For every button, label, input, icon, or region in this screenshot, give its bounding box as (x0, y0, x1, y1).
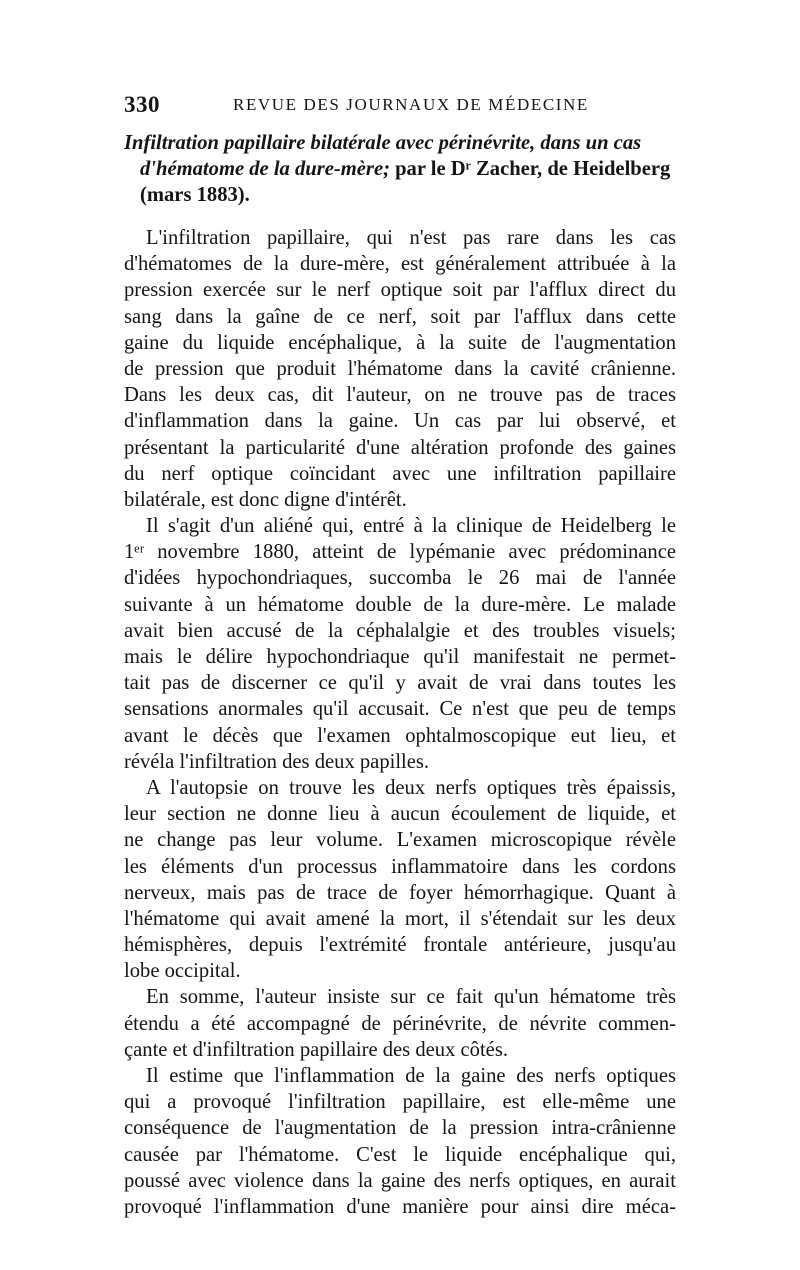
article-title (124, 130, 676, 208)
article-date: (mars 1883). (140, 184, 250, 206)
body-line: 1ᵉʳ novembre 1880, atteint de lypémanie avec prédominance (124, 541, 676, 564)
body-line: d'hématomes de la dure-mère, est généralement attribuée à la (124, 253, 676, 276)
body-line: causée par l'hématome. C'est le liquide encéphalique qui, (124, 1143, 676, 1166)
body-line: conséquence de l'augmentation de la pression intra-crânienne (124, 1117, 676, 1140)
body-line: suivante à un hématome double de la dure-mère. Le malade (124, 593, 676, 616)
body-line: nerveux, mais pas de trace de foyer hémorrhagique. Quant à (124, 881, 676, 904)
page-number: 330 (124, 92, 160, 117)
body-line: bilatérale, est donc digne d'intérêt. (124, 488, 407, 511)
body-line: avait bien accusé de la céphalalgie et des troubles visuels; (124, 619, 676, 642)
body-line: étendu a été accompagné de périnévrite, de névrite commen- (124, 1012, 676, 1035)
body-line: provoqué l'inflammation d'une manière pour ainsi dire méca- (124, 1195, 676, 1218)
body-line: pression exercée sur le nerf optique soit par l'afflux direct du (124, 279, 676, 302)
body-line: mais le délire hypochondriaque qu'il manifestait ne permet- (124, 646, 676, 668)
body-line: çante et d'infiltration papillaire des deux côtés. (124, 1038, 508, 1061)
body-line: d'idées hypochondriaques, succomba le 26 mai de l'année (124, 567, 676, 590)
body-line: Dans les deux cas, dit l'auteur, on ne trouve pas de traces (124, 384, 676, 407)
article-title-line-1 (124, 130, 676, 156)
body-line: leur section ne donne lieu à aucun écoulement de liquide, et (124, 803, 676, 826)
body-line: avant le décès que l'examen ophtalmoscopique eut lieu, et (124, 724, 676, 747)
body-line: A l'autopsie on trouve les deux nerfs optiques très épaissis, (146, 776, 676, 799)
body-line: gaine du liquide encéphalique, à la suite de l'augmentation (124, 331, 676, 354)
article-body (124, 225, 676, 1220)
body-line: poussé avec violence dans la gaine des nerfs optiques, en aurait (124, 1169, 676, 1192)
body-line: Il estime que l'inflammation de la gaine des nerfs optiques (146, 1065, 676, 1087)
body-line: qui a provoqué l'infiltration papillaire, est elle-même une (124, 1091, 676, 1114)
body-line: En somme, l'auteur insiste sur ce fait qu'un hématome très (146, 986, 676, 1009)
body-line: tait pas de discerner ce qu'il y avait de vrai dans toutes les (124, 672, 676, 695)
running-head (124, 92, 676, 120)
article-title-line-2 (124, 156, 676, 182)
body-line: hémisphères, depuis l'extrémité frontale antérieure, jusqu'au (124, 934, 676, 957)
body-line: L'infiltration papillaire, qui n'est pas rare dans les cas (146, 227, 676, 249)
body-line: de pression que produit l'hématome dans la cavité crânienne. (124, 357, 676, 380)
body-line: révéla l'infiltration des deux papilles. (124, 750, 430, 773)
body-line: présentant la particularité d'une altération profonde des gaines (124, 436, 676, 459)
body-line: ne change pas leur volume. L'examen microscopique révèle (124, 829, 676, 852)
body-line: du nerf optique coïncidant avec une infiltration papillaire (124, 462, 676, 485)
journal-title: REVUE DES JOURNAUX DE MÉDECINE (233, 95, 589, 114)
body-line: Il s'agit d'un aliéné qui, entré à la clinique de Heidelberg le (146, 515, 676, 538)
article-title-italic-2: d'hématome de la dure-mère; (140, 158, 390, 180)
article-title-italic-1: Infiltration papillaire bilatérale avec périnévrite, dans un cas (124, 132, 642, 154)
body-line: sang dans la gaîne de ce nerf, soit par l'afflux dans cette (124, 305, 676, 328)
body-line: sensations anormales qu'il accusait. Ce n'est que peu de temps (124, 698, 676, 721)
body-line: lobe occipital. (124, 960, 241, 983)
body-line: les éléments d'un processus inflammatoire dans les cordons (124, 855, 676, 878)
body-line: l'hématome qui avait amené la mort, il s'étendait sur les deux (124, 907, 676, 930)
article-author: par le Dʳ Zacher, de Heidelberg (389, 158, 671, 180)
body-line: d'inflammation dans la gaine. Un cas par lui observé, et (124, 410, 676, 433)
